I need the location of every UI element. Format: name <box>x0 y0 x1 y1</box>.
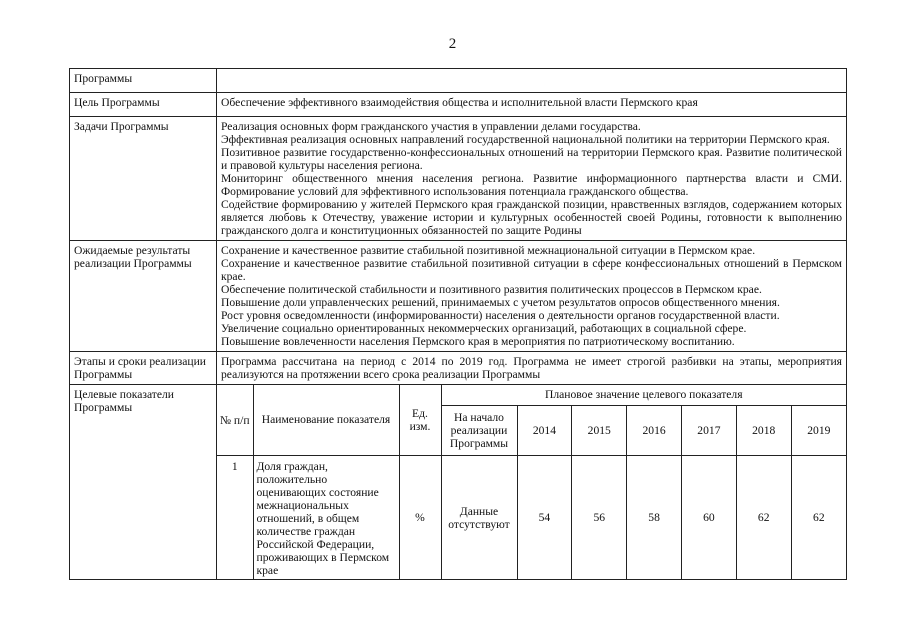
year-header: 2015 <box>572 406 627 456</box>
col-name-header: Наименование показателя <box>253 385 399 456</box>
result-item: Рост уровня осведомленности (информированности) населения о деятельности органов государственной власти. <box>221 308 780 322</box>
goal-label: Цель Программы <box>70 93 217 117</box>
result-item: Сохранение и качественное развитие стабильной позитивной межнациональной ситуации в Пермском крае. <box>221 243 756 257</box>
goal-text: Обеспечение эффективного взаимодействия общества и исполнительной власти Пермского края <box>217 93 847 117</box>
task-item: Позитивное развитие государственно-конфессиональных отношений на территории Пермского края. Развитие политической и правовой культуры населения региона. <box>221 145 842 172</box>
row-tasks <box>70 117 847 241</box>
year-header: 2014 <box>517 406 572 456</box>
results-label: Ожидаемые результаты реализации Программы <box>70 240 217 351</box>
stages-text: Программа рассчитана на период с 2014 по 2019 год. Программа не имеет строгой разбивки на этапы, мероприятия реализуются на протяжении всего срока реализации Программы <box>217 351 847 384</box>
indicator-start: Данные отсутствуют <box>441 456 517 579</box>
indicator-unit: % <box>399 456 441 579</box>
program-label: Программы <box>70 69 217 93</box>
indicator-value: 58 <box>627 456 682 579</box>
indicator-value: 60 <box>681 456 736 579</box>
result-item: Повышение доли управленческих решений, принимаемых с учетом результатов опросов общественного мнения. <box>221 295 780 309</box>
tasks-cell <box>217 117 847 241</box>
year-header: 2016 <box>627 406 682 456</box>
indicator-value: 62 <box>791 456 846 579</box>
row-stages <box>70 351 847 384</box>
program-value <box>217 69 847 93</box>
result-item: Обеспечение политической стабильности и позитивного развития политических процессов в Пермском крае. <box>221 282 762 296</box>
row-results <box>70 240 847 351</box>
task-item: Мониторинг общественного мнения населения региона. Развитие информационного партнерства власти и СМИ. Формирование условий для эффективного использования потенциала гражданского общества. <box>221 171 842 198</box>
year-header: 2018 <box>736 406 791 456</box>
col-start-header: На начало реализации Программы <box>441 406 517 456</box>
indicator-value: 56 <box>572 456 627 579</box>
result-item: Сохранение и качественное развитие стабильной позитивной ситуации в сфере конфессиональных отношений в Пермском крае. <box>221 256 842 283</box>
indicators-header-row <box>217 385 846 406</box>
year-header: 2019 <box>791 406 846 456</box>
task-item: Эффективная реализация основных направлений государственной национальной политики на территории Пермского края. <box>221 132 830 146</box>
page-number: 2 <box>448 36 457 52</box>
indicators-label: Целевые показатели Программы <box>70 384 217 579</box>
row-indicators <box>70 384 847 579</box>
indicator-value: 54 <box>517 456 572 579</box>
result-item: Повышение вовлеченности населения Пермского края в мероприятия по патриотическому воспитанию. <box>221 334 735 348</box>
indicator-num: 1 <box>217 456 253 579</box>
stages-label: Этапы и сроки реализации Программы <box>70 351 217 384</box>
planned-value-header: Плановое значение целевого показателя <box>441 385 846 406</box>
results-cell <box>217 240 847 351</box>
year-header: 2017 <box>681 406 736 456</box>
tasks-label: Задачи Программы <box>70 117 217 241</box>
program-passport-table <box>69 68 847 580</box>
indicator-name: Доля граждан, положительно оценивающих состояние межнациональных отношений, в общем количестве граждан Российской Федерации, проживающих в Пермском крае <box>253 456 399 579</box>
indicator-value: 62 <box>736 456 791 579</box>
indicators-cell <box>217 384 847 579</box>
task-item: Реализация основных форм гражданского участия в управлении делами государства. <box>221 120 641 133</box>
row-program <box>70 69 847 93</box>
indicator-row <box>217 456 846 579</box>
result-item: Увеличение социально ориентированных некоммерческих организаций, работающих в социальной сфере. <box>221 321 747 335</box>
col-unit-header: Ед. изм. <box>399 385 441 456</box>
task-item: Содействие формированию у жителей Пермского края гражданской позиции, нравственных взглядов, содержанием которых является любовь к Отечеству, уважение истории и культурных особенностей своей Родины, готовности к выполнению гражданского долга и конституционных обязанностей по защите Родины <box>221 197 842 237</box>
col-num-header: № п/п <box>217 385 253 456</box>
indicators-table <box>217 385 846 579</box>
row-goal <box>70 93 847 117</box>
